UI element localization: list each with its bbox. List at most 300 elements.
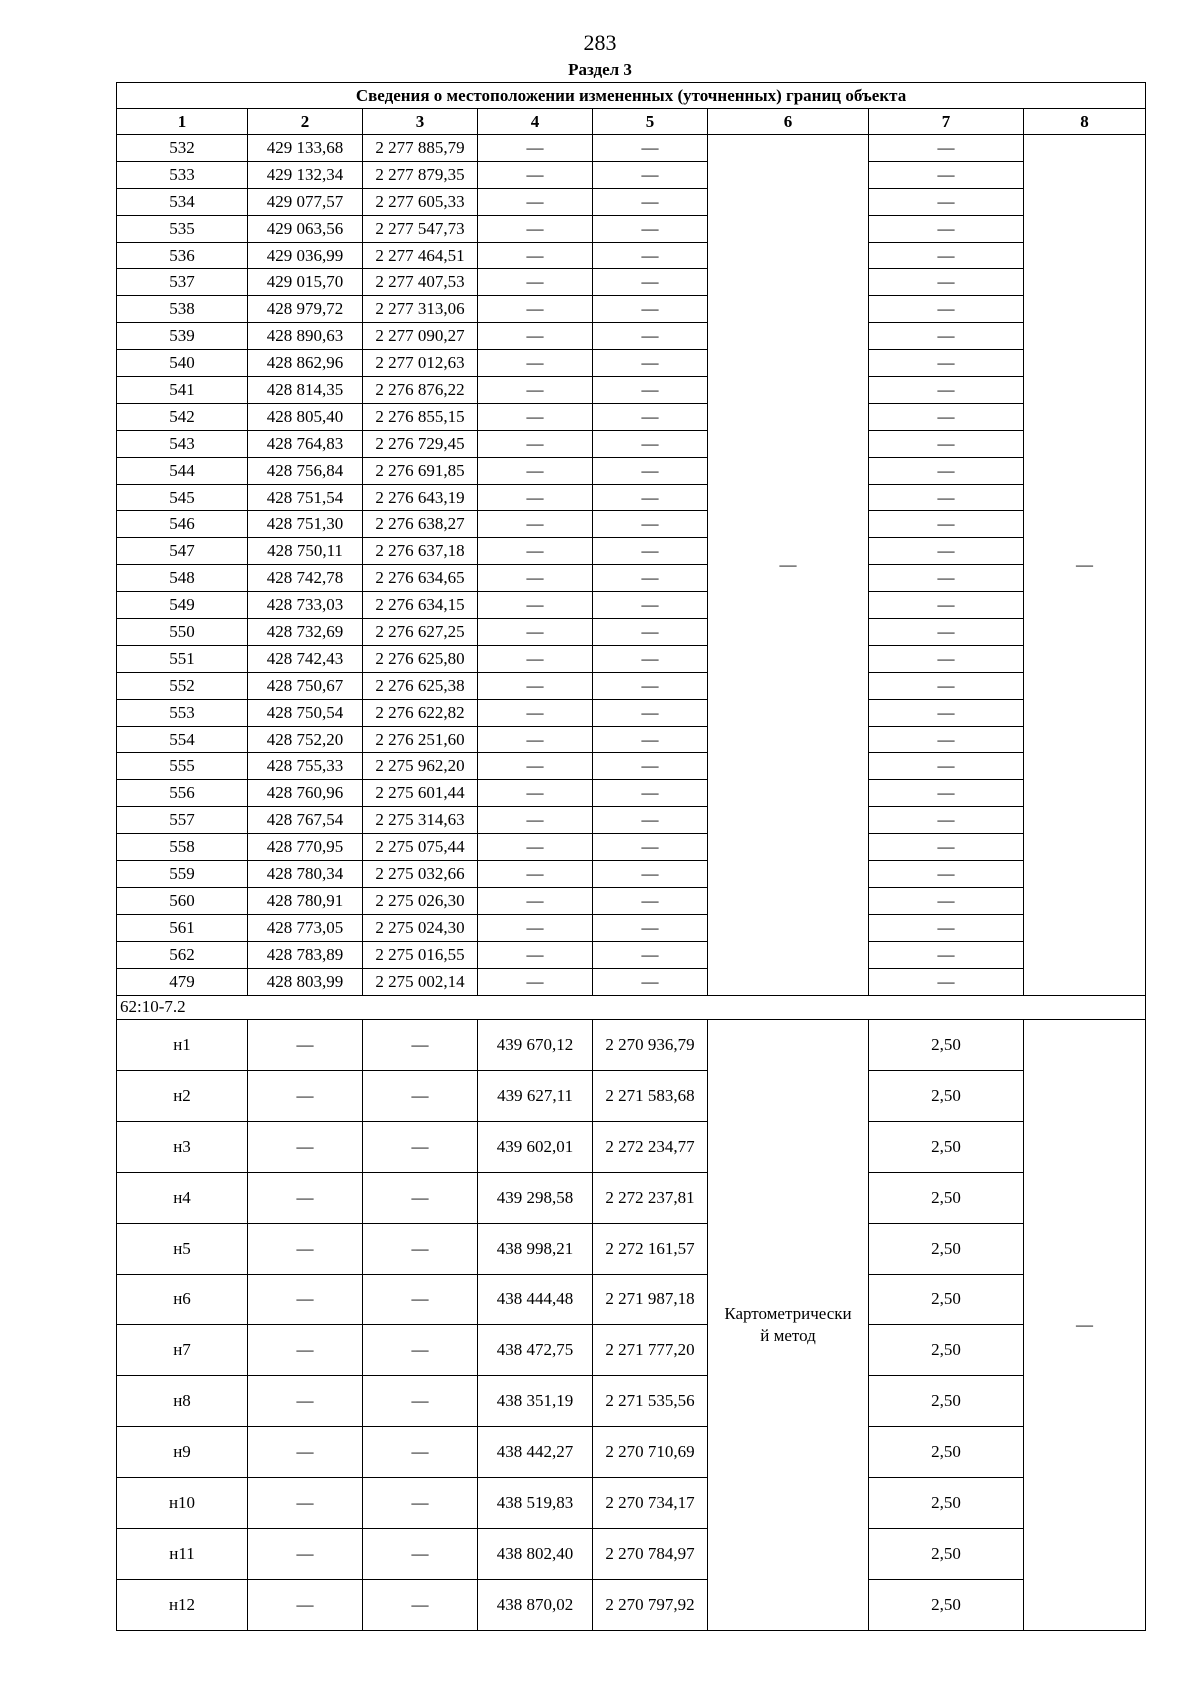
point-number-cell: н12: [117, 1579, 248, 1630]
new-y-cell: —: [593, 699, 708, 726]
column-number-1: 1: [117, 109, 248, 135]
table-row: [117, 350, 1146, 377]
existing-y-cell: 2 275 314,63: [363, 807, 478, 834]
table-row: [117, 1070, 1146, 1121]
existing-x-cell: —: [248, 1172, 363, 1223]
existing-y-cell: —: [363, 1020, 478, 1071]
point-number-cell: н10: [117, 1478, 248, 1529]
new-x-cell: —: [478, 807, 593, 834]
new-y-cell: 2 270 784,97: [593, 1529, 708, 1580]
table-row: [117, 511, 1146, 538]
new-y-cell: —: [593, 753, 708, 780]
existing-x-cell: 428 890,63: [248, 323, 363, 350]
new-x-cell: —: [478, 161, 593, 188]
table-row: [117, 565, 1146, 592]
accuracy-cell: —: [869, 538, 1024, 565]
accuracy-cell: —: [869, 672, 1024, 699]
existing-x-cell: 428 770,95: [248, 834, 363, 861]
accuracy-cell: —: [869, 161, 1024, 188]
accuracy-cell: 2,50: [869, 1325, 1024, 1376]
point-number-cell: 550: [117, 619, 248, 646]
existing-x-cell: —: [248, 1478, 363, 1529]
existing-x-cell: 428 751,30: [248, 511, 363, 538]
table-row: [117, 377, 1146, 404]
new-y-cell: —: [593, 296, 708, 323]
accuracy-cell: —: [869, 215, 1024, 242]
table-row: [117, 1427, 1146, 1478]
existing-y-cell: 2 276 643,19: [363, 484, 478, 511]
existing-x-cell: 428 742,78: [248, 565, 363, 592]
table-row: [117, 941, 1146, 968]
existing-y-cell: —: [363, 1579, 478, 1630]
point-number-cell: 540: [117, 350, 248, 377]
new-y-cell: —: [593, 807, 708, 834]
new-x-cell: —: [478, 699, 593, 726]
table-row: [117, 269, 1146, 296]
new-y-cell: —: [593, 188, 708, 215]
column-number-6: 6: [708, 109, 869, 135]
table-row: [117, 834, 1146, 861]
new-y-cell: —: [593, 323, 708, 350]
accuracy-cell: —: [869, 403, 1024, 430]
accuracy-cell: —: [869, 565, 1024, 592]
table-row: [117, 1579, 1146, 1630]
point-number-cell: 558: [117, 834, 248, 861]
new-x-cell: —: [478, 511, 593, 538]
new-y-cell: —: [593, 135, 708, 162]
new-y-cell: 2 272 161,57: [593, 1223, 708, 1274]
existing-x-cell: 428 805,40: [248, 403, 363, 430]
table-caption: Сведения о местоположении измененных (уточненных) границ объекта: [117, 83, 1146, 109]
new-y-cell: —: [593, 672, 708, 699]
new-x-cell: —: [478, 941, 593, 968]
existing-x-cell: 428 760,96: [248, 780, 363, 807]
accuracy-cell: 2,50: [869, 1529, 1024, 1580]
accuracy-cell: —: [869, 350, 1024, 377]
boundary-coordinates-table: [116, 82, 1146, 1631]
new-x-cell: 438 519,83: [478, 1478, 593, 1529]
existing-y-cell: 2 277 464,51: [363, 242, 478, 269]
accuracy-cell: —: [869, 511, 1024, 538]
accuracy-cell: —: [869, 619, 1024, 646]
table-row: [117, 861, 1146, 888]
accuracy-cell: —: [869, 430, 1024, 457]
existing-x-cell: 429 132,34: [248, 161, 363, 188]
table-row: [117, 430, 1146, 457]
existing-x-cell: 428 750,67: [248, 672, 363, 699]
existing-y-cell: 2 276 627,25: [363, 619, 478, 646]
point-number-cell: н5: [117, 1223, 248, 1274]
existing-x-cell: —: [248, 1529, 363, 1580]
new-y-cell: —: [593, 403, 708, 430]
point-number-cell: 561: [117, 914, 248, 941]
accuracy-cell: 2,50: [869, 1478, 1024, 1529]
new-y-cell: —: [593, 619, 708, 646]
accuracy-cell: —: [869, 861, 1024, 888]
new-y-cell: 2 272 234,77: [593, 1121, 708, 1172]
accuracy-cell: 2,50: [869, 1121, 1024, 1172]
new-y-cell: —: [593, 968, 708, 995]
existing-x-cell: —: [248, 1020, 363, 1071]
table-row: [117, 323, 1146, 350]
new-y-cell: —: [593, 242, 708, 269]
existing-x-cell: 428 814,35: [248, 377, 363, 404]
table-row: [117, 135, 1146, 162]
existing-y-cell: 2 275 962,20: [363, 753, 478, 780]
existing-x-cell: 428 750,54: [248, 699, 363, 726]
point-number-cell: 555: [117, 753, 248, 780]
new-x-cell: —: [478, 135, 593, 162]
existing-x-cell: —: [248, 1223, 363, 1274]
table-row: [117, 1223, 1146, 1274]
new-y-cell: —: [593, 726, 708, 753]
existing-x-cell: —: [248, 1325, 363, 1376]
table-row: [117, 645, 1146, 672]
existing-y-cell: 2 275 016,55: [363, 941, 478, 968]
existing-x-cell: 428 756,84: [248, 457, 363, 484]
existing-y-cell: —: [363, 1325, 478, 1376]
new-y-cell: 2 270 734,17: [593, 1478, 708, 1529]
point-number-cell: 554: [117, 726, 248, 753]
new-x-cell: 438 472,75: [478, 1325, 593, 1376]
existing-y-cell: —: [363, 1070, 478, 1121]
existing-x-cell: 428 752,20: [248, 726, 363, 753]
table-row: [117, 538, 1146, 565]
existing-x-cell: 428 742,43: [248, 645, 363, 672]
table-row: [117, 1172, 1146, 1223]
point-number-cell: н9: [117, 1427, 248, 1478]
existing-y-cell: 2 275 026,30: [363, 887, 478, 914]
new-x-cell: —: [478, 323, 593, 350]
existing-x-cell: 428 750,11: [248, 538, 363, 565]
existing-x-cell: 428 755,33: [248, 753, 363, 780]
existing-y-cell: 2 276 876,22: [363, 377, 478, 404]
accuracy-cell: —: [869, 807, 1024, 834]
existing-x-cell: 428 979,72: [248, 296, 363, 323]
accuracy-cell: 2,50: [869, 1223, 1024, 1274]
point-number-cell: н7: [117, 1325, 248, 1376]
existing-x-cell: 428 767,54: [248, 807, 363, 834]
existing-x-cell: 428 764,83: [248, 430, 363, 457]
existing-y-cell: 2 275 601,44: [363, 780, 478, 807]
accuracy-cell: 2,50: [869, 1579, 1024, 1630]
point-number-cell: 541: [117, 377, 248, 404]
new-x-cell: —: [478, 672, 593, 699]
point-number-cell: 479: [117, 968, 248, 995]
subsection-label: 62:10-7.2: [117, 995, 1146, 1020]
table-row: [117, 1376, 1146, 1427]
accuracy-cell: —: [869, 780, 1024, 807]
new-x-cell: 438 351,19: [478, 1376, 593, 1427]
point-number-cell: 548: [117, 565, 248, 592]
new-x-cell: —: [478, 753, 593, 780]
table-row: [117, 753, 1146, 780]
existing-x-cell: 428 733,03: [248, 592, 363, 619]
existing-y-cell: 2 276 622,82: [363, 699, 478, 726]
table-row: [117, 161, 1146, 188]
method-cell: Картометрически й метод: [708, 1020, 869, 1631]
table-row: [117, 1121, 1146, 1172]
new-x-cell: 438 444,48: [478, 1274, 593, 1325]
point-number-cell: 552: [117, 672, 248, 699]
existing-x-cell: 429 036,99: [248, 242, 363, 269]
accuracy-cell: 2,50: [869, 1427, 1024, 1478]
existing-x-cell: 428 803,99: [248, 968, 363, 995]
new-x-cell: —: [478, 215, 593, 242]
existing-y-cell: 2 277 879,35: [363, 161, 478, 188]
new-y-cell: 2 272 237,81: [593, 1172, 708, 1223]
existing-y-cell: 2 276 729,45: [363, 430, 478, 457]
point-number-cell: 536: [117, 242, 248, 269]
new-y-cell: —: [593, 887, 708, 914]
existing-y-cell: 2 275 002,14: [363, 968, 478, 995]
new-y-cell: —: [593, 430, 708, 457]
accuracy-cell: —: [869, 188, 1024, 215]
accuracy-cell: —: [869, 834, 1024, 861]
column-number-row: [117, 109, 1146, 135]
existing-x-cell: 428 780,91: [248, 887, 363, 914]
existing-y-cell: 2 277 012,63: [363, 350, 478, 377]
table-row: [117, 242, 1146, 269]
existing-y-cell: 2 277 407,53: [363, 269, 478, 296]
table-row: [117, 807, 1146, 834]
point-number-cell: 560: [117, 887, 248, 914]
point-number-cell: 532: [117, 135, 248, 162]
new-x-cell: —: [478, 834, 593, 861]
new-y-cell: —: [593, 215, 708, 242]
new-x-cell: —: [478, 538, 593, 565]
table-row: [117, 215, 1146, 242]
table-row: [117, 887, 1146, 914]
accuracy-cell: —: [869, 592, 1024, 619]
point-number-cell: 546: [117, 511, 248, 538]
accuracy-cell: —: [869, 699, 1024, 726]
new-x-cell: —: [478, 861, 593, 888]
point-number-cell: 557: [117, 807, 248, 834]
existing-y-cell: 2 275 032,66: [363, 861, 478, 888]
existing-x-cell: 428 862,96: [248, 350, 363, 377]
new-y-cell: 2 270 797,92: [593, 1579, 708, 1630]
accuracy-cell: —: [869, 242, 1024, 269]
new-y-cell: 2 270 936,79: [593, 1020, 708, 1071]
table-row: [117, 672, 1146, 699]
new-x-cell: —: [478, 968, 593, 995]
new-y-cell: —: [593, 457, 708, 484]
new-x-cell: —: [478, 565, 593, 592]
accuracy-cell: —: [869, 914, 1024, 941]
new-y-cell: 2 271 535,56: [593, 1376, 708, 1427]
new-x-cell: 438 998,21: [478, 1223, 593, 1274]
accuracy-cell: —: [869, 887, 1024, 914]
new-x-cell: 439 298,58: [478, 1172, 593, 1223]
point-number-cell: 545: [117, 484, 248, 511]
accuracy-cell: 2,50: [869, 1274, 1024, 1325]
existing-y-cell: 2 276 625,38: [363, 672, 478, 699]
table-row: [117, 914, 1146, 941]
new-x-cell: —: [478, 377, 593, 404]
accuracy-cell: 2,50: [869, 1376, 1024, 1427]
point-number-cell: 559: [117, 861, 248, 888]
existing-y-cell: 2 277 547,73: [363, 215, 478, 242]
new-y-cell: 2 271 777,20: [593, 1325, 708, 1376]
new-x-cell: —: [478, 645, 593, 672]
column-number-5: 5: [593, 109, 708, 135]
point-number-cell: 547: [117, 538, 248, 565]
table-row: [117, 1325, 1146, 1376]
accuracy-cell: —: [869, 753, 1024, 780]
new-y-cell: —: [593, 645, 708, 672]
new-y-cell: —: [593, 377, 708, 404]
table-row: [117, 968, 1146, 995]
accuracy-cell: 2,50: [869, 1172, 1024, 1223]
table-row: [117, 188, 1146, 215]
new-x-cell: —: [478, 914, 593, 941]
column-number-4: 4: [478, 109, 593, 135]
table-row: [117, 726, 1146, 753]
new-y-cell: —: [593, 914, 708, 941]
existing-x-cell: 428 732,69: [248, 619, 363, 646]
new-y-cell: 2 270 710,69: [593, 1427, 708, 1478]
table-row: [117, 403, 1146, 430]
existing-y-cell: —: [363, 1376, 478, 1427]
existing-x-cell: —: [248, 1121, 363, 1172]
accuracy-cell: 2,50: [869, 1070, 1024, 1121]
point-number-cell: 538: [117, 296, 248, 323]
new-y-cell: —: [593, 941, 708, 968]
accuracy-cell: —: [869, 377, 1024, 404]
new-y-cell: —: [593, 269, 708, 296]
point-number-cell: 543: [117, 430, 248, 457]
new-x-cell: 439 670,12: [478, 1020, 593, 1071]
existing-x-cell: —: [248, 1070, 363, 1121]
existing-x-cell: 428 773,05: [248, 914, 363, 941]
new-y-cell: —: [593, 834, 708, 861]
point-number-cell: 535: [117, 215, 248, 242]
new-y-cell: —: [593, 861, 708, 888]
new-y-cell: —: [593, 565, 708, 592]
accuracy-cell: —: [869, 941, 1024, 968]
accuracy-cell: 2,50: [869, 1020, 1024, 1071]
new-y-cell: —: [593, 484, 708, 511]
column-number-3: 3: [363, 109, 478, 135]
method-cell: —: [708, 135, 869, 996]
existing-y-cell: 2 276 634,65: [363, 565, 478, 592]
point-number-cell: 533: [117, 161, 248, 188]
point-number-cell: 542: [117, 403, 248, 430]
existing-y-cell: 2 277 313,06: [363, 296, 478, 323]
new-x-cell: 439 602,01: [478, 1121, 593, 1172]
existing-x-cell: 429 133,68: [248, 135, 363, 162]
existing-y-cell: 2 277 090,27: [363, 323, 478, 350]
table-row: [117, 699, 1146, 726]
point-number-cell: 537: [117, 269, 248, 296]
new-x-cell: 438 802,40: [478, 1529, 593, 1580]
existing-y-cell: 2 276 691,85: [363, 457, 478, 484]
existing-y-cell: —: [363, 1223, 478, 1274]
existing-y-cell: —: [363, 1478, 478, 1529]
existing-y-cell: 2 277 605,33: [363, 188, 478, 215]
point-number-cell: н11: [117, 1529, 248, 1580]
new-x-cell: —: [478, 592, 593, 619]
new-x-cell: —: [478, 242, 593, 269]
point-number-cell: н3: [117, 1121, 248, 1172]
table-row: [117, 1020, 1146, 1071]
point-number-cell: 553: [117, 699, 248, 726]
new-x-cell: 438 870,02: [478, 1579, 593, 1630]
existing-x-cell: —: [248, 1274, 363, 1325]
table-row: [117, 1529, 1146, 1580]
existing-x-cell: 428 751,54: [248, 484, 363, 511]
existing-y-cell: 2 277 885,79: [363, 135, 478, 162]
existing-y-cell: —: [363, 1172, 478, 1223]
existing-x-cell: —: [248, 1579, 363, 1630]
section-title: Раздел 3: [568, 60, 632, 79]
new-x-cell: 439 627,11: [478, 1070, 593, 1121]
new-x-cell: —: [478, 726, 593, 753]
accuracy-cell: —: [869, 135, 1024, 162]
page-number: 283: [583, 30, 617, 55]
existing-y-cell: 2 275 024,30: [363, 914, 478, 941]
column-number-7: 7: [869, 109, 1024, 135]
table-row: [117, 619, 1146, 646]
existing-x-cell: 429 015,70: [248, 269, 363, 296]
point-number-cell: н2: [117, 1070, 248, 1121]
column-number-2: 2: [248, 109, 363, 135]
new-y-cell: —: [593, 592, 708, 619]
existing-y-cell: 2 276 625,80: [363, 645, 478, 672]
new-x-cell: —: [478, 484, 593, 511]
existing-x-cell: 428 780,34: [248, 861, 363, 888]
new-x-cell: —: [478, 269, 593, 296]
point-number-cell: 556: [117, 780, 248, 807]
point-number-cell: н8: [117, 1376, 248, 1427]
accuracy-cell: —: [869, 645, 1024, 672]
accuracy-cell: —: [869, 296, 1024, 323]
existing-y-cell: 2 275 075,44: [363, 834, 478, 861]
new-x-cell: —: [478, 430, 593, 457]
existing-y-cell: —: [363, 1427, 478, 1478]
existing-y-cell: 2 276 637,18: [363, 538, 478, 565]
new-y-cell: —: [593, 780, 708, 807]
existing-y-cell: 2 276 634,15: [363, 592, 478, 619]
existing-y-cell: —: [363, 1121, 478, 1172]
accuracy-cell: —: [869, 457, 1024, 484]
description-cell: —: [1024, 135, 1146, 996]
new-x-cell: —: [478, 619, 593, 646]
point-number-cell: н1: [117, 1020, 248, 1071]
table-row: [117, 296, 1146, 323]
point-number-cell: 539: [117, 323, 248, 350]
existing-y-cell: 2 276 855,15: [363, 403, 478, 430]
new-x-cell: —: [478, 457, 593, 484]
table-row: [117, 484, 1146, 511]
existing-y-cell: —: [363, 1274, 478, 1325]
new-x-cell: 438 442,27: [478, 1427, 593, 1478]
new-x-cell: —: [478, 296, 593, 323]
point-number-cell: 549: [117, 592, 248, 619]
new-x-cell: —: [478, 403, 593, 430]
new-y-cell: 2 271 583,68: [593, 1070, 708, 1121]
point-number-cell: н6: [117, 1274, 248, 1325]
point-number-cell: н4: [117, 1172, 248, 1223]
new-x-cell: —: [478, 780, 593, 807]
existing-x-cell: 428 783,89: [248, 941, 363, 968]
point-number-cell: 544: [117, 457, 248, 484]
accuracy-cell: —: [869, 726, 1024, 753]
subsection-row: [117, 995, 1146, 1020]
table-row: [117, 457, 1146, 484]
accuracy-cell: —: [869, 968, 1024, 995]
